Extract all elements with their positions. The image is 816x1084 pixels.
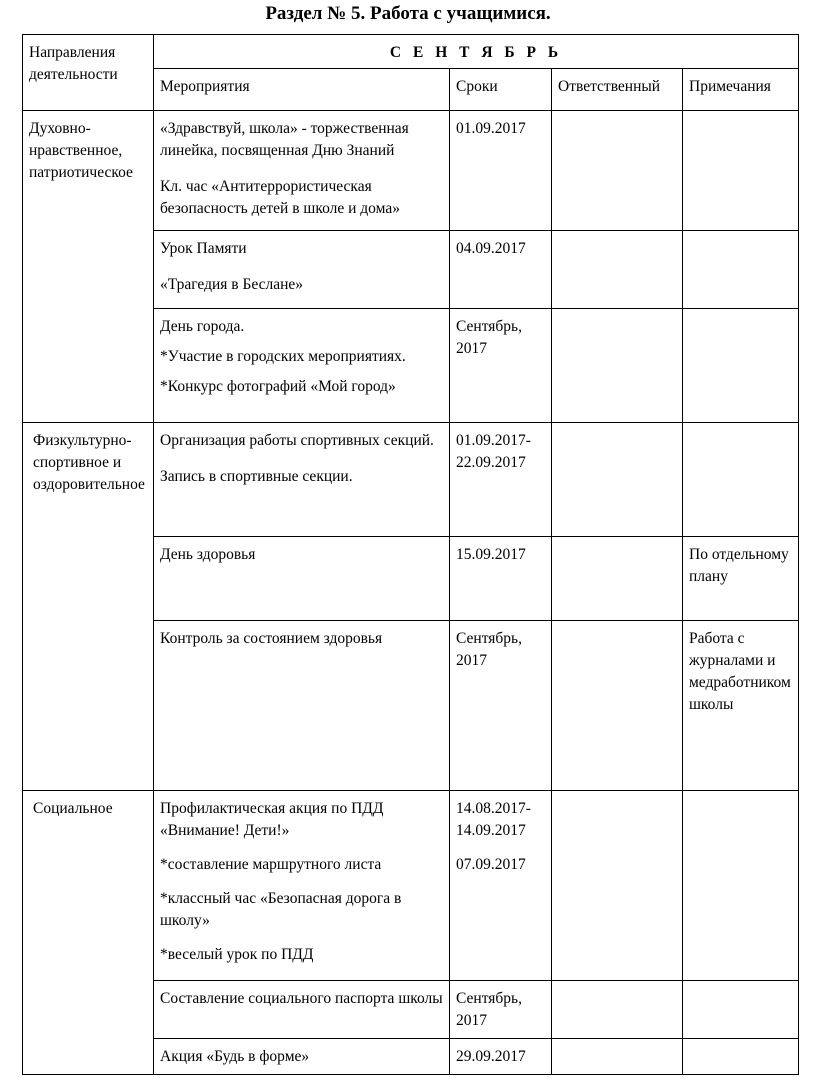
- direction-label: Социальное: [33, 800, 113, 817]
- date-item: 01.09.2017-22.09.2017: [456, 432, 531, 471]
- header-responsible: Ответственный: [552, 69, 683, 111]
- responsible-cell: [552, 981, 683, 1039]
- dates-cell: [450, 621, 552, 791]
- direction-cell: [23, 423, 154, 791]
- responsible-cell: [552, 309, 683, 423]
- event-item: «Трагедия в Беслане»: [160, 276, 304, 293]
- table-row: [23, 111, 799, 231]
- events-cell: [154, 791, 450, 981]
- direction-cell: [23, 791, 154, 1075]
- event-item: *веселый урок по ПДД: [160, 946, 314, 963]
- header-directions: Направления деятельности: [23, 35, 154, 111]
- dates-cell: [450, 423, 552, 537]
- direction-label: Физкультурно-спортивное и оздоровительное: [33, 432, 145, 493]
- date-item: 07.09.2017: [456, 856, 526, 873]
- event-item: Акция «Будь в форме»: [160, 1048, 310, 1065]
- events-cell: [154, 1039, 450, 1075]
- header-dates: Сроки: [450, 69, 552, 111]
- dates-cell: [450, 791, 552, 981]
- responsible-cell: [552, 537, 683, 621]
- notes-cell: По отдельному плану: [683, 537, 799, 621]
- header-notes: Примечания: [683, 69, 799, 111]
- page-title: Раздел № 5. Работа с учащимися.: [265, 3, 551, 24]
- notes-cell: [683, 423, 799, 537]
- event-item: День здоровья: [160, 546, 256, 563]
- event-item: *составление маршрутного листа: [160, 856, 382, 873]
- responsible-cell: [552, 791, 683, 981]
- notes-cell: [683, 1039, 799, 1075]
- notes-cell: [683, 309, 799, 423]
- events-cell: [154, 111, 450, 231]
- event-item: Организация работы спортивных секций.: [160, 432, 434, 449]
- events-cell: [154, 423, 450, 537]
- dates-cell: [450, 981, 552, 1039]
- dates-cell: [450, 111, 552, 231]
- date-item: Сентябрь, 2017: [456, 318, 522, 357]
- activity-plan-table: [22, 34, 799, 1075]
- responsible-cell: [552, 231, 683, 309]
- date-item: 14.08.2017-14.09.2017: [456, 800, 531, 839]
- dates-cell: [450, 1039, 552, 1075]
- event-item: Контроль за состоянием здоровья: [160, 630, 383, 647]
- date-item: Сентябрь, 2017: [456, 990, 522, 1029]
- date-item: 15.09.2017: [456, 546, 526, 563]
- events-cell: [154, 621, 450, 791]
- notes-cell: [683, 111, 799, 231]
- responsible-cell: [552, 621, 683, 791]
- event-item: «Здравствуй, школа» - торжественная линейка, посвященная Дню Знаний: [160, 120, 409, 159]
- notes-cell: [683, 981, 799, 1039]
- notes-cell: [683, 791, 799, 981]
- responsible-cell: [552, 111, 683, 231]
- events-cell: [154, 231, 450, 309]
- events-cell: [154, 981, 450, 1039]
- notes-cell: Работа с журналами и медработником школы: [683, 621, 799, 791]
- event-item: Кл. час «Антитеррористическая безопасность детей в школе и дома»: [160, 178, 400, 217]
- event-item: Составление социального паспорта школы: [160, 990, 443, 1007]
- events-cell: [154, 309, 450, 423]
- dates-cell: [450, 231, 552, 309]
- table-row: [23, 423, 799, 537]
- table-row: [23, 791, 799, 981]
- event-item: День города.: [160, 318, 245, 335]
- date-item: 04.09.2017: [456, 240, 526, 257]
- date-item: Сентябрь, 2017: [456, 630, 522, 669]
- header-events: Мероприятия: [154, 69, 450, 111]
- event-item: *классный час «Безопасная дорога в школу»: [160, 890, 402, 929]
- direction-cell: Духовно-нравственное, патриотическое: [23, 111, 154, 423]
- responsible-cell: [552, 1039, 683, 1075]
- responsible-cell: [552, 423, 683, 537]
- date-item: 01.09.2017: [456, 120, 526, 137]
- dates-cell: [450, 309, 552, 423]
- events-cell: [154, 537, 450, 621]
- event-item: *Участие в городских мероприятиях.: [160, 348, 406, 365]
- notes-cell: [683, 231, 799, 309]
- event-item: *Конкурс фотографий «Мой город»: [160, 378, 396, 395]
- header-month: С Е Н Т Я Б Р Ь: [154, 35, 799, 69]
- dates-cell: [450, 537, 552, 621]
- event-item: Запись в спортивные секции.: [160, 468, 353, 485]
- event-item: Урок Памяти: [160, 240, 247, 257]
- date-item: 29.09.2017: [456, 1048, 526, 1065]
- header-row-month: [23, 35, 799, 69]
- event-item: Профилактическая акция по ПДД «Внимание! Дети!»: [160, 800, 384, 839]
